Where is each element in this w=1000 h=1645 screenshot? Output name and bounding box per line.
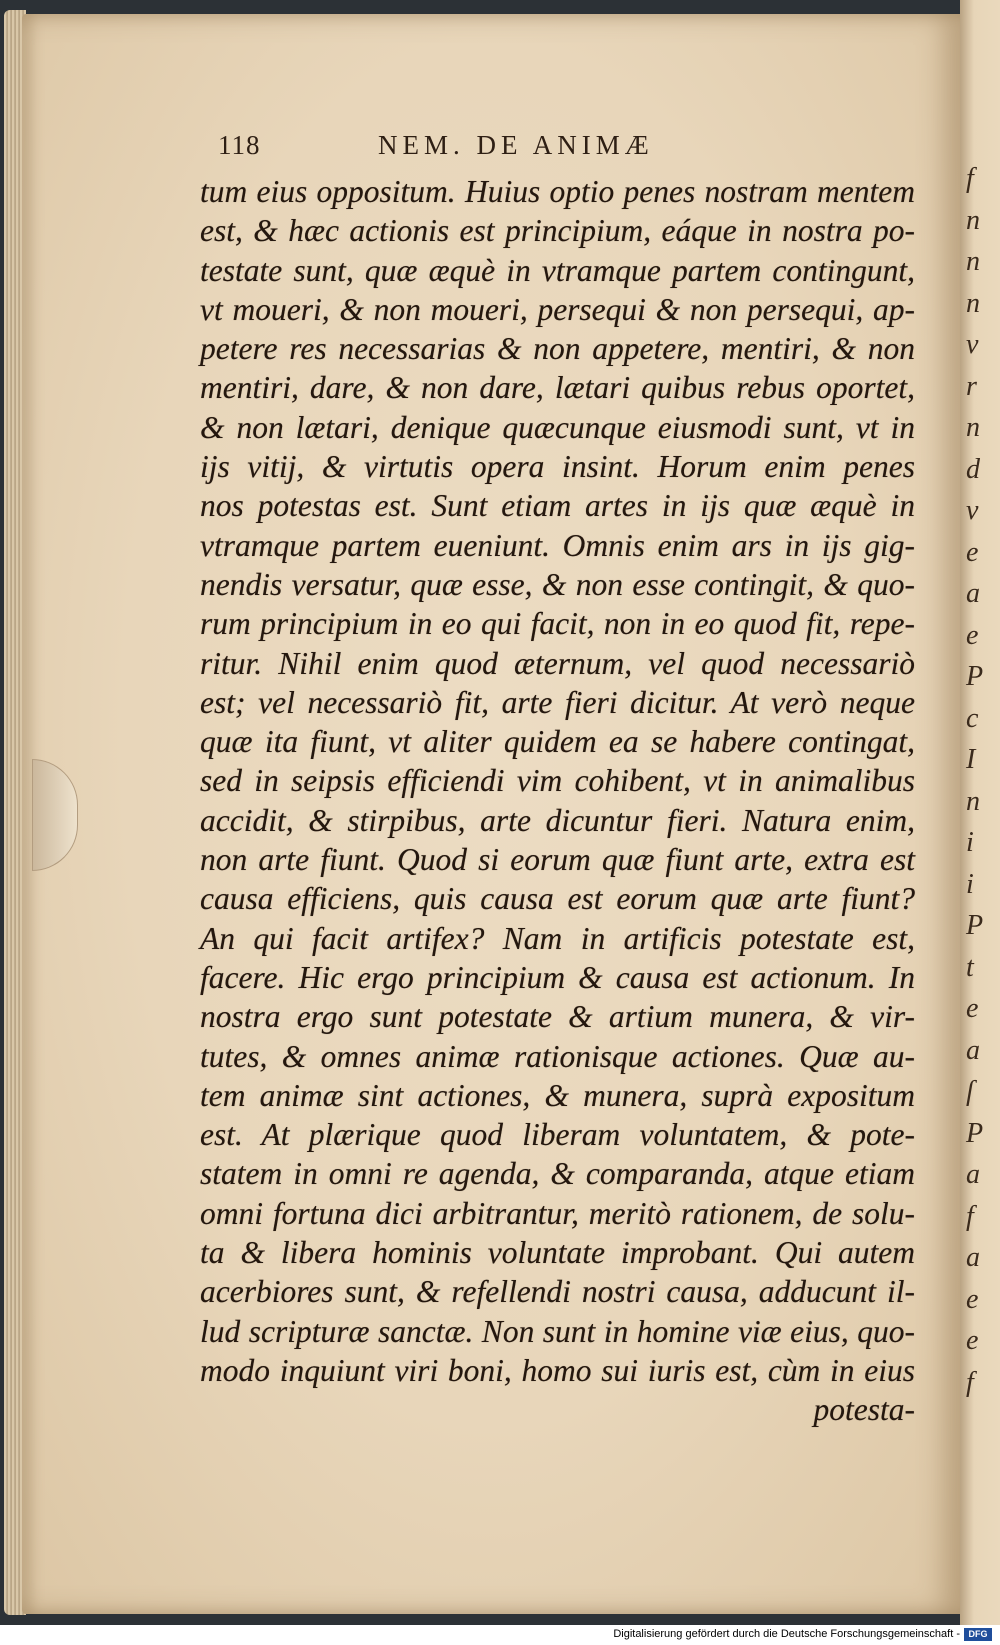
page-number: 118 <box>218 130 261 160</box>
text-line: non arte fiunt. Quod si eorum quæ fiunt arte, extra est <box>200 842 915 878</box>
text-line: facere. Hic ergo principium & causa est actionum. In <box>200 959 915 995</box>
text-line: An qui facit artifex? Nam in artificis potestate est, <box>200 920 915 956</box>
facing-page-glyph: a <box>966 1159 980 1190</box>
text-line: acerbiores sunt, & refellendi nostri causa, adducunt il- <box>200 1274 915 1310</box>
text-line: nendis versatur, quæ esse, & non esse contingit, & quo- <box>200 566 915 602</box>
text-line: vt moueri, & non moueri, persequi & non persequi, ap- <box>200 291 915 327</box>
facing-page-glyph: ſ <box>966 1076 974 1107</box>
text-line: mentiri, dare, & non dare, lætari quibus rebus oportet, <box>200 370 915 406</box>
text-line: causa efficiens, quis causa est eorum quæ arte fiunt? <box>200 881 915 917</box>
text-line: accidit, & stirpibus, arte dicuntur fieri. Natura enim, <box>200 802 915 838</box>
text-line: ta & libera hominis voluntate improbant. Qui autem <box>200 1235 915 1271</box>
text-line: est, & hæc actionis est principium, eáque in nostra po- <box>200 213 915 249</box>
text-line: ijs vitij, & virtutis opera insint. Horum enim penes <box>200 449 915 485</box>
facing-page-glyph: a <box>966 1034 980 1066</box>
page-header <box>218 130 778 170</box>
facing-page-glyph: i <box>966 868 974 900</box>
facing-page-glyph: e <box>966 993 979 1024</box>
facing-page-glyph: e <box>966 1283 979 1315</box>
facing-page-glyph: f <box>966 163 974 194</box>
text-line: testate sunt, quæ æquè in vtramque partem contingunt, <box>200 252 915 288</box>
facing-page-glyph: t <box>966 951 974 983</box>
facing-page-edge <box>960 0 1000 1625</box>
facing-page-glyph: c <box>966 702 979 734</box>
facing-page-glyph: n <box>966 785 980 817</box>
facing-page-glyph: i <box>966 827 974 858</box>
facing-page-glyph: v <box>966 329 979 360</box>
facing-page-glyph: f <box>966 1200 974 1232</box>
facing-page-glyph: n <box>966 412 980 443</box>
dfg-logo: DFG <box>964 1628 992 1641</box>
facing-page-glyph: e <box>966 536 979 568</box>
text-line: nos potestas est. Sunt etiam artes in ijs quæ æquè in <box>200 488 915 524</box>
text-line: tem animæ sint actiones, & munera, suprà expositum <box>200 1077 915 1113</box>
facing-page-glyph: n <box>966 246 980 277</box>
facing-page-glyph: a <box>966 1242 980 1273</box>
text-line: ritur. Nihil enim quod æternum, vel quod necessariò <box>200 645 915 681</box>
digitization-footer <box>0 1625 1000 1645</box>
facing-page-glyph: P <box>966 1117 984 1149</box>
text-line: nostra ergo sunt potestate & artium munera, & vir- <box>200 999 915 1035</box>
facing-page-glyph: I <box>966 744 976 775</box>
text-line: est. At plærique quod liberam voluntatem, & pote- <box>200 1117 915 1153</box>
text-line: tum eius oppositum. Huius optio penes nostram mentem <box>200 174 915 209</box>
running-title: NEM. DE ANIMÆ <box>378 130 654 160</box>
facing-page-glyph: f <box>966 1366 974 1398</box>
body-text <box>200 172 915 1430</box>
text-line: tutes, & omnes animæ rationisque actiones. Quæ au- <box>200 1038 915 1074</box>
text-line: rum principium in eo qui facit, non in eo quod fit, repe- <box>200 606 915 642</box>
text-line: modo inquiunt viri boni, homo sui iuris est, cùm in eius <box>200 1352 915 1388</box>
text-line: statem in omni re agenda, & comparanda, atque etiam <box>200 1156 915 1192</box>
text-line: vtramque partem eueniunt. Omnis enim ars in ijs gig- <box>200 527 915 563</box>
facing-page-glyph: v <box>966 495 979 526</box>
funding-credit: Digitalisierung gefördert durch die Deutsche Forschungsgemeinschaft - <box>613 1628 960 1640</box>
text-line: omni fortuna dici arbitrantur, meritò rationem, de solu- <box>200 1195 915 1231</box>
facing-page-glyph: e <box>966 1325 979 1356</box>
facing-page-glyph: n <box>966 204 980 236</box>
text-line: & non lætari, denique quæcunque eiusmodi sunt, vt in <box>200 409 915 445</box>
facing-page-glyph: P <box>966 910 984 941</box>
text-line: quæ ita fiunt, vt aliter quidem ea se habere contingat, <box>200 724 915 760</box>
facing-page-glyph: P <box>966 661 984 692</box>
text-line: sed in seipsis efficiendi vim cohibent, vt in animalibus <box>200 763 915 799</box>
facing-page-glyph: n <box>966 287 980 319</box>
page-clip <box>32 759 78 871</box>
text-line: est; vel necessariò fit, arte fieri dicitur. At verò neque <box>200 684 915 720</box>
text-line: potesta- <box>813 1392 915 1428</box>
facing-page-glyph: d <box>966 453 980 485</box>
text-line: petere res necessarias & non appetere, mentiri, & non <box>200 331 915 367</box>
facing-page-glyph: e <box>966 619 979 651</box>
facing-page-glyph: r <box>966 370 977 402</box>
text-line: lud scripturæ sanctæ. Non sunt in homine viæ eius, quo- <box>200 1313 915 1349</box>
facing-page-glyph: a <box>966 578 980 609</box>
